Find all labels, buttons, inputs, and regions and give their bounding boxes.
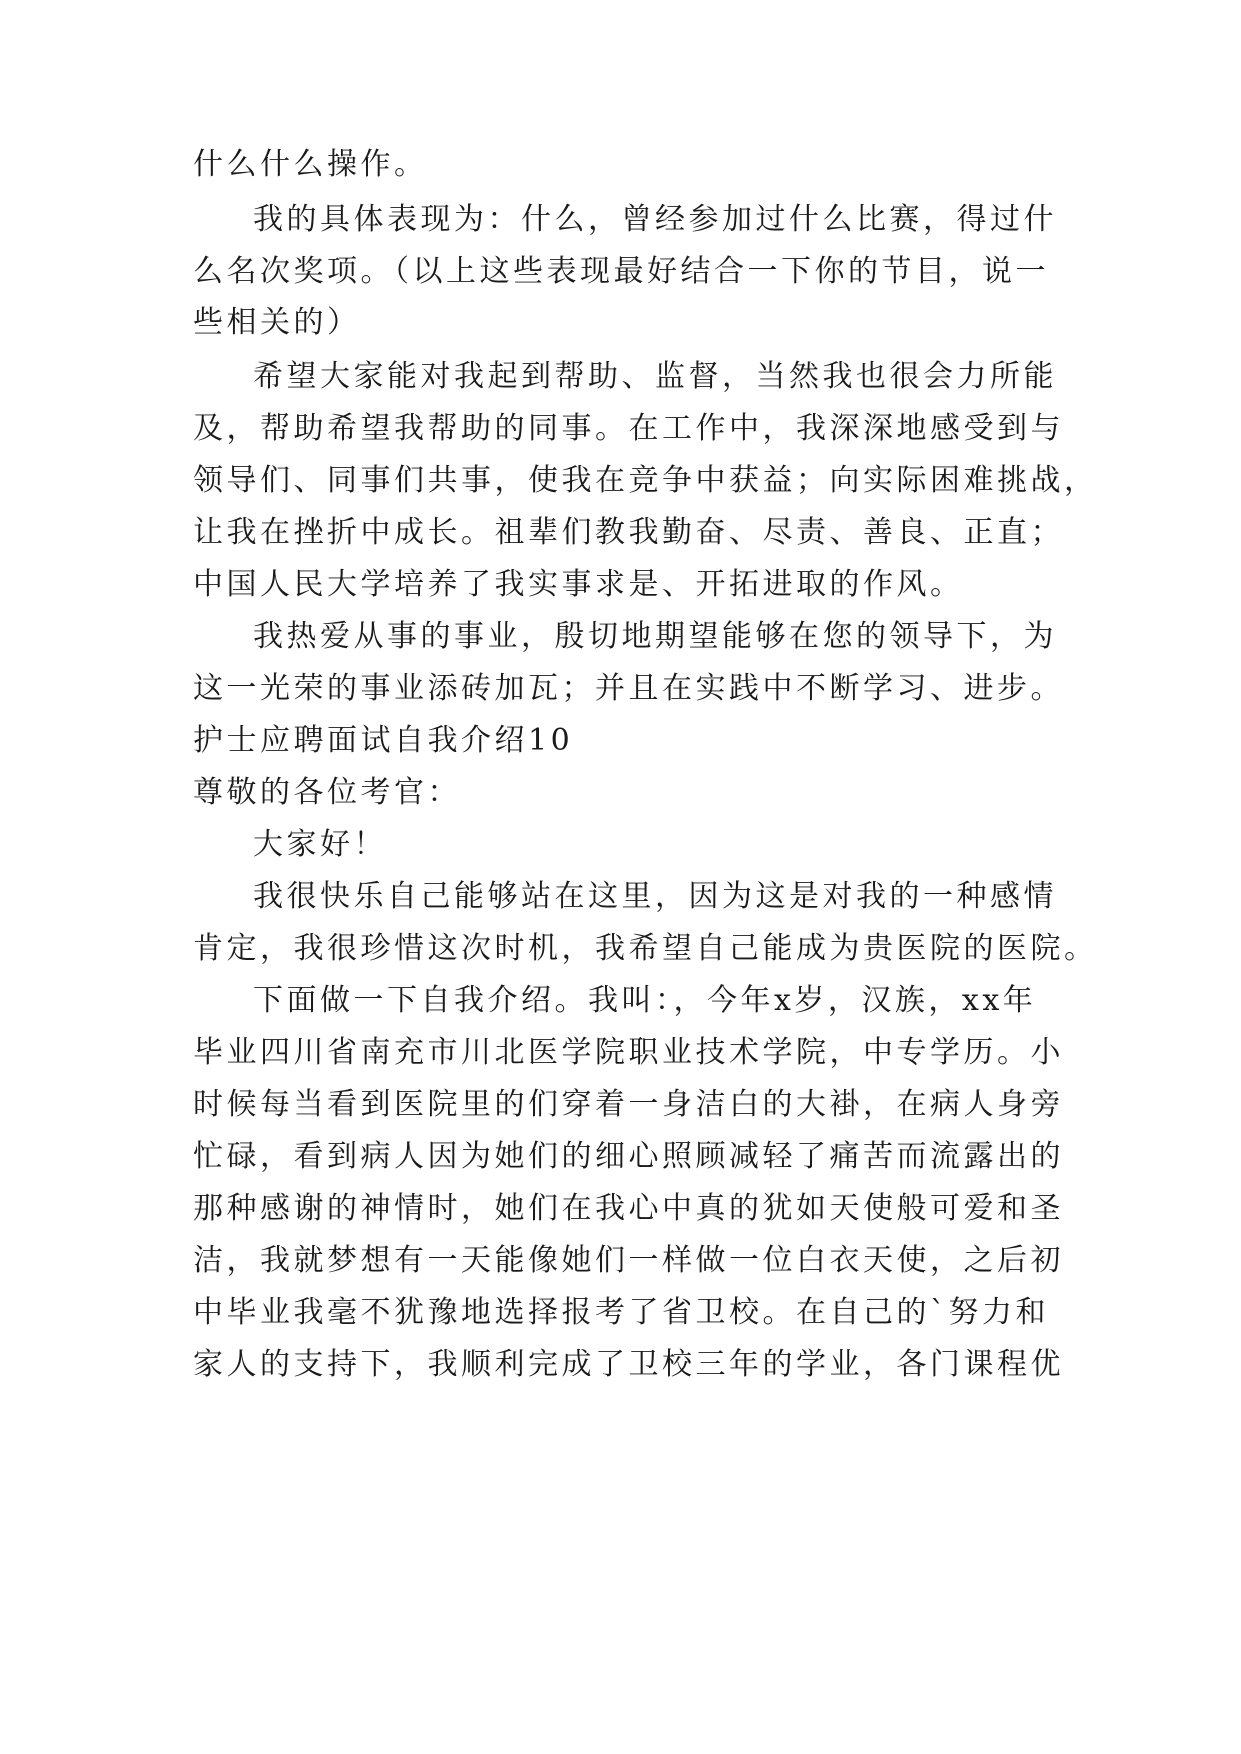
section-heading: 护士应聘面试自我介绍10 [193, 723, 574, 758]
text-line: 那种感谢的神情时，她们在我心中真的犹如天使般可爱和圣 [193, 1191, 1064, 1226]
paragraph-start-line: 下面做一下自我介绍。我叫：，今年x岁，汉族，xx年 [253, 983, 1037, 1018]
text-line: 领导们、同事们共事，使我在竞争中获益；向实际困难挑战， [193, 463, 1098, 498]
text-line: 么名次奖项。（以上这些表现最好结合一下你的节目，说一 [193, 254, 1049, 289]
paragraph-start-line: 我很快乐自己能够站在这里，因为这是对我的一种感情 [253, 879, 1057, 914]
text-line: 什么什么操作。 [193, 147, 428, 182]
salutation: 尊敬的各位考官： [193, 775, 461, 810]
text-line: 时候每当看到医院里的们穿着一身洁白的大褂，在病人身旁 [193, 1087, 1064, 1122]
text-line: 中国人民大学培养了我实事求是、开拓进取的作风。 [193, 567, 964, 602]
text-line: 及，帮助希望我帮助的同事。在工作中，我深深地感受到与 [193, 411, 1064, 446]
text-line: 让我在挫折中成长。祖辈们教我勤奋、尽责、善良、正直； [193, 515, 1064, 550]
text-line: 忙碌，看到病人因为她们的细心照顾减轻了痛苦而流露出的 [193, 1139, 1064, 1174]
paragraph-start-line: 希望大家能对我起到帮助、监督，当然我也很会力所能 [253, 359, 1057, 394]
text-line: 这一光荣的事业添砖加瓦；并且在实践中不断学习、进步。 [193, 671, 1064, 706]
text-line: 肯定，我很珍惜这次时机，我希望自己能成为贵医院的医院。 [193, 931, 1098, 966]
text-line: 洁，我就梦想有一天能像她们一样做一位白衣天使，之后初 [193, 1243, 1064, 1278]
text-line: 中毕业我毫不犹豫地选择报考了省卫校。在自己的`努力和 [193, 1295, 1049, 1330]
text-line: 些相关的） [193, 305, 361, 340]
text-line: 家人的支持下，我顺利完成了卫校三年的学业，各门课程优 [193, 1347, 1064, 1382]
greeting: 大家好！ [253, 827, 387, 862]
paragraph-start-line: 我的具体表现为：什么，曾经参加过什么比赛，得过什 [253, 202, 1057, 237]
paragraph-start-line: 我热爱从事的事业，殷切地期望能够在您的领导下，为 [253, 619, 1057, 654]
text-line: 毕业四川省南充市川北医学院职业技术学院，中专学历。小 [193, 1035, 1064, 1070]
